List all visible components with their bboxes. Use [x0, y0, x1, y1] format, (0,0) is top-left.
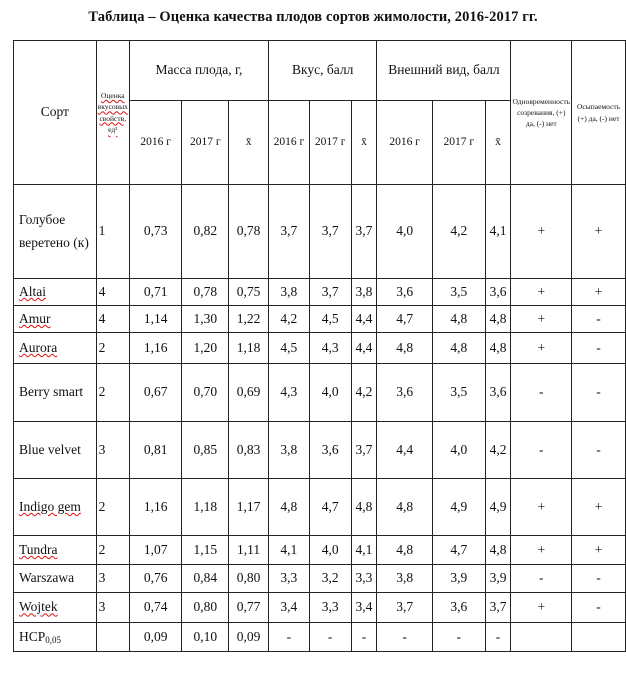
table-row — [14, 333, 626, 364]
cell-mass-2016: 1,14 — [129, 306, 182, 333]
cell-score: 2 — [96, 333, 129, 364]
cell-sort: Amur — [14, 306, 97, 333]
cell-mass-2016: 0,76 — [129, 565, 182, 593]
cell-mass-2017: 0,80 — [182, 593, 229, 623]
cell-score: 2 — [96, 536, 129, 565]
cell-appearance-mean: 4,8 — [485, 306, 511, 333]
cell-appearance-2016: 3,6 — [377, 364, 433, 422]
cell-taste-2016: 3,8 — [268, 279, 309, 306]
cell-appearance-2016: 4,4 — [377, 422, 433, 479]
cell-taste-mean: 4,4 — [351, 333, 377, 364]
cell-mass-mean: 0,09 — [229, 623, 269, 652]
cell-mass-2016: 0,67 — [129, 364, 182, 422]
cell-appearance-2017: 4,8 — [432, 333, 485, 364]
cell-taste-2016: 4,8 — [268, 479, 309, 536]
table-row — [14, 185, 626, 279]
cell-sort: Tundra — [14, 536, 97, 565]
header-mass: Масса плода, г, — [129, 41, 268, 101]
lsd-row — [14, 623, 626, 652]
cell-taste-2016: 3,3 — [268, 565, 309, 593]
table-row — [14, 364, 626, 422]
cell-taste-mean: 4,2 — [351, 364, 377, 422]
cell-shedding: - — [572, 306, 626, 333]
cell-ripening: - — [511, 565, 572, 593]
cell-ripening: + — [511, 333, 572, 364]
cell-lsd-label — [14, 623, 97, 652]
cell-appearance-2016: 3,6 — [377, 279, 433, 306]
cell-appearance-2017: 3,6 — [432, 593, 485, 623]
cell-taste-2017: 3,2 — [309, 565, 351, 593]
cell-appearance-2017: 3,5 — [432, 279, 485, 306]
cell-taste-2017: 3,3 — [309, 593, 351, 623]
cell-ripening: + — [511, 536, 572, 565]
cell-sort: Blue velvet — [14, 422, 97, 479]
cell-taste-2017: 4,7 — [309, 479, 351, 536]
cell-score: 3 — [96, 422, 129, 479]
table-row — [14, 279, 626, 306]
cell-ripening: + — [511, 185, 572, 279]
header-sort: Сорт — [14, 41, 97, 185]
cell-taste-mean: 4,1 — [351, 536, 377, 565]
cell-sort: Altai — [14, 279, 97, 306]
cell-appearance-2016: 4,8 — [377, 536, 433, 565]
header-shedding: Осыпаемость (+) да, (-) нет — [572, 41, 626, 185]
header-appearance-2016: 2016 г — [377, 101, 433, 185]
cell-mass-2016: 0,73 — [129, 185, 182, 279]
cell-appearance-mean: 4,8 — [485, 536, 511, 565]
cell-taste-2016: 3,8 — [268, 422, 309, 479]
cell-ripening: - — [511, 422, 572, 479]
cell-score: 3 — [96, 593, 129, 623]
cell-appearance-2017: 4,9 — [432, 479, 485, 536]
cell-taste-mean: 3,8 — [351, 279, 377, 306]
cell-appearance-2016: - — [377, 623, 433, 652]
cell-score: 2 — [96, 479, 129, 536]
cell-ripening: + — [511, 593, 572, 623]
cell-shedding: + — [572, 479, 626, 536]
cell-appearance-mean: 3,7 — [485, 593, 511, 623]
cell-appearance-2016: 4,8 — [377, 333, 433, 364]
cell-taste-mean: 3,4 — [351, 593, 377, 623]
cell-shedding: + — [572, 279, 626, 306]
cell-taste-mean: 3,7 — [351, 185, 377, 279]
cell-taste-mean: - — [351, 623, 377, 652]
cell-sort: Berry smart — [14, 364, 97, 422]
cell-mass-mean: 1,18 — [229, 333, 269, 364]
cell-mass-mean: 0,77 — [229, 593, 269, 623]
cell-appearance-2017: 4,7 — [432, 536, 485, 565]
cell-taste-mean: 4,4 — [351, 306, 377, 333]
cell-ripening: + — [511, 306, 572, 333]
cell-taste-2017: - — [309, 623, 351, 652]
fruit-quality-table — [13, 40, 626, 652]
cell-appearance-2016: 3,7 — [377, 593, 433, 623]
header-appearance-2017: 2017 г — [432, 101, 485, 185]
cell-appearance-2017: 4,8 — [432, 306, 485, 333]
cell-taste-2017: 3,7 — [309, 185, 351, 279]
cell-ripening: - — [511, 364, 572, 422]
cell-appearance-2016: 3,8 — [377, 565, 433, 593]
cell-score: 4 — [96, 306, 129, 333]
header-ripening: Одновременность созревания, (+) да, (-) нет — [511, 41, 572, 185]
cell-taste-2017: 4,5 — [309, 306, 351, 333]
cell-taste-2016: 3,7 — [268, 185, 309, 279]
header-appearance-mean: x̄ — [485, 101, 511, 185]
cell-taste-mean: 3,3 — [351, 565, 377, 593]
cell-score: 4 — [96, 279, 129, 306]
cell-appearance-2016: 4,0 — [377, 185, 433, 279]
cell-appearance-2017: 3,5 — [432, 364, 485, 422]
cell-sort: Aurora — [14, 333, 97, 364]
cell-taste-mean: 3,7 — [351, 422, 377, 479]
cell-mass-2016: 1,16 — [129, 479, 182, 536]
cell-mass-mean: 0,83 — [229, 422, 269, 479]
header-appearance: Внешний вид, балл — [377, 41, 511, 101]
cell-shedding: - — [572, 364, 626, 422]
cell-taste-2016: 4,2 — [268, 306, 309, 333]
cell-appearance-mean: 4,9 — [485, 479, 511, 536]
cell-mass-mean: 0,78 — [229, 185, 269, 279]
cell-mass-mean: 0,80 — [229, 565, 269, 593]
cell-sort: Indigo gem — [14, 479, 97, 536]
cell-mass-mean: 1,17 — [229, 479, 269, 536]
cell-appearance-mean: 3,6 — [485, 364, 511, 422]
cell-mass-2017: 1,20 — [182, 333, 229, 364]
cell-score — [96, 623, 129, 652]
lsd-subscript: 0,05 — [45, 634, 62, 645]
cell-shedding: + — [572, 536, 626, 565]
cell-appearance-2016: 4,7 — [377, 306, 433, 333]
cell-mass-mean: 0,69 — [229, 364, 269, 422]
cell-taste-2016: 3,4 — [268, 593, 309, 623]
cell-taste-2016: 4,3 — [268, 364, 309, 422]
cell-score: 2 — [96, 364, 129, 422]
header-mass-2016: 2016 г — [129, 101, 182, 185]
cell-score: 3 — [96, 565, 129, 593]
table-row — [14, 422, 626, 479]
cell-appearance-mean: 3,6 — [485, 279, 511, 306]
header-taste-mean: x̄ — [351, 101, 377, 185]
cell-taste-mean: 4,8 — [351, 479, 377, 536]
cell-taste-2017: 4,0 — [309, 364, 351, 422]
cell-taste-2016: - — [268, 623, 309, 652]
cell-appearance-mean: 4,8 — [485, 333, 511, 364]
cell-appearance-2017: 4,2 — [432, 185, 485, 279]
cell-taste-2016: 4,1 — [268, 536, 309, 565]
cell-appearance-mean: 4,2 — [485, 422, 511, 479]
cell-mass-2017: 1,15 — [182, 536, 229, 565]
cell-shedding: - — [572, 565, 626, 593]
cell-mass-2016: 1,16 — [129, 333, 182, 364]
cell-mass-2016: 0,74 — [129, 593, 182, 623]
table-title: Таблица – Оценка качества плодов сортов жимолости, 2016-2017 гг. — [88, 9, 538, 25]
cell-shedding: - — [572, 333, 626, 364]
header-mass-mean: x̄ — [229, 101, 269, 185]
cell-mass-mean: 0,75 — [229, 279, 269, 306]
cell-mass-2016: 0,71 — [129, 279, 182, 306]
cell-appearance-mean: - — [485, 623, 511, 652]
cell-shedding: + — [572, 185, 626, 279]
cell-taste-2017: 3,6 — [309, 422, 351, 479]
cell-appearance-2017: 4,0 — [432, 422, 485, 479]
header-taste: Вкус, балл — [268, 41, 376, 101]
cell-appearance-2017: 3,9 — [432, 565, 485, 593]
cell-mass-2016: 0,09 — [129, 623, 182, 652]
cell-mass-2016: 1,07 — [129, 536, 182, 565]
cell-score: 1 — [96, 185, 129, 279]
cell-mass-2017: 1,18 — [182, 479, 229, 536]
cell-appearance-2017: - — [432, 623, 485, 652]
cell-mass-2016: 0,81 — [129, 422, 182, 479]
cell-ripening: + — [511, 279, 572, 306]
header-row-1 — [14, 41, 626, 101]
cell-mass-mean: 1,22 — [229, 306, 269, 333]
cell-ripening — [511, 623, 572, 652]
cell-mass-2017: 0,82 — [182, 185, 229, 279]
cell-appearance-mean: 3,9 — [485, 565, 511, 593]
cell-mass-2017: 0,10 — [182, 623, 229, 652]
table-row — [14, 479, 626, 536]
header-score: Оценка вкусовых свойств, ед³ — [96, 41, 129, 185]
header-taste-2016: 2016 г — [268, 101, 309, 185]
cell-mass-2017: 0,70 — [182, 364, 229, 422]
cell-mass-2017: 0,78 — [182, 279, 229, 306]
lsd-label: НСР — [19, 628, 46, 644]
cell-appearance-2016: 4,8 — [377, 479, 433, 536]
cell-mass-2017: 0,84 — [182, 565, 229, 593]
table-row — [14, 565, 626, 593]
header-taste-2017: 2017 г — [309, 101, 351, 185]
cell-mass-2017: 0,85 — [182, 422, 229, 479]
cell-sort: Warszawa — [14, 565, 97, 593]
cell-sort: Голубое веретено (к) — [14, 185, 97, 279]
table-row — [14, 593, 626, 623]
cell-shedding: - — [572, 422, 626, 479]
cell-taste-2016: 4,5 — [268, 333, 309, 364]
table-row — [14, 536, 626, 565]
cell-appearance-mean: 4,1 — [485, 185, 511, 279]
cell-mass-2017: 1,30 — [182, 306, 229, 333]
cell-taste-2017: 4,3 — [309, 333, 351, 364]
header-mass-2017: 2017 г — [182, 101, 229, 185]
cell-taste-2017: 4,0 — [309, 536, 351, 565]
cell-sort: Wojtek — [14, 593, 97, 623]
cell-shedding: - — [572, 593, 626, 623]
cell-taste-2017: 3,7 — [309, 279, 351, 306]
cell-ripening: + — [511, 479, 572, 536]
cell-shedding — [572, 623, 626, 652]
cell-mass-mean: 1,11 — [229, 536, 269, 565]
table-row — [14, 306, 626, 333]
